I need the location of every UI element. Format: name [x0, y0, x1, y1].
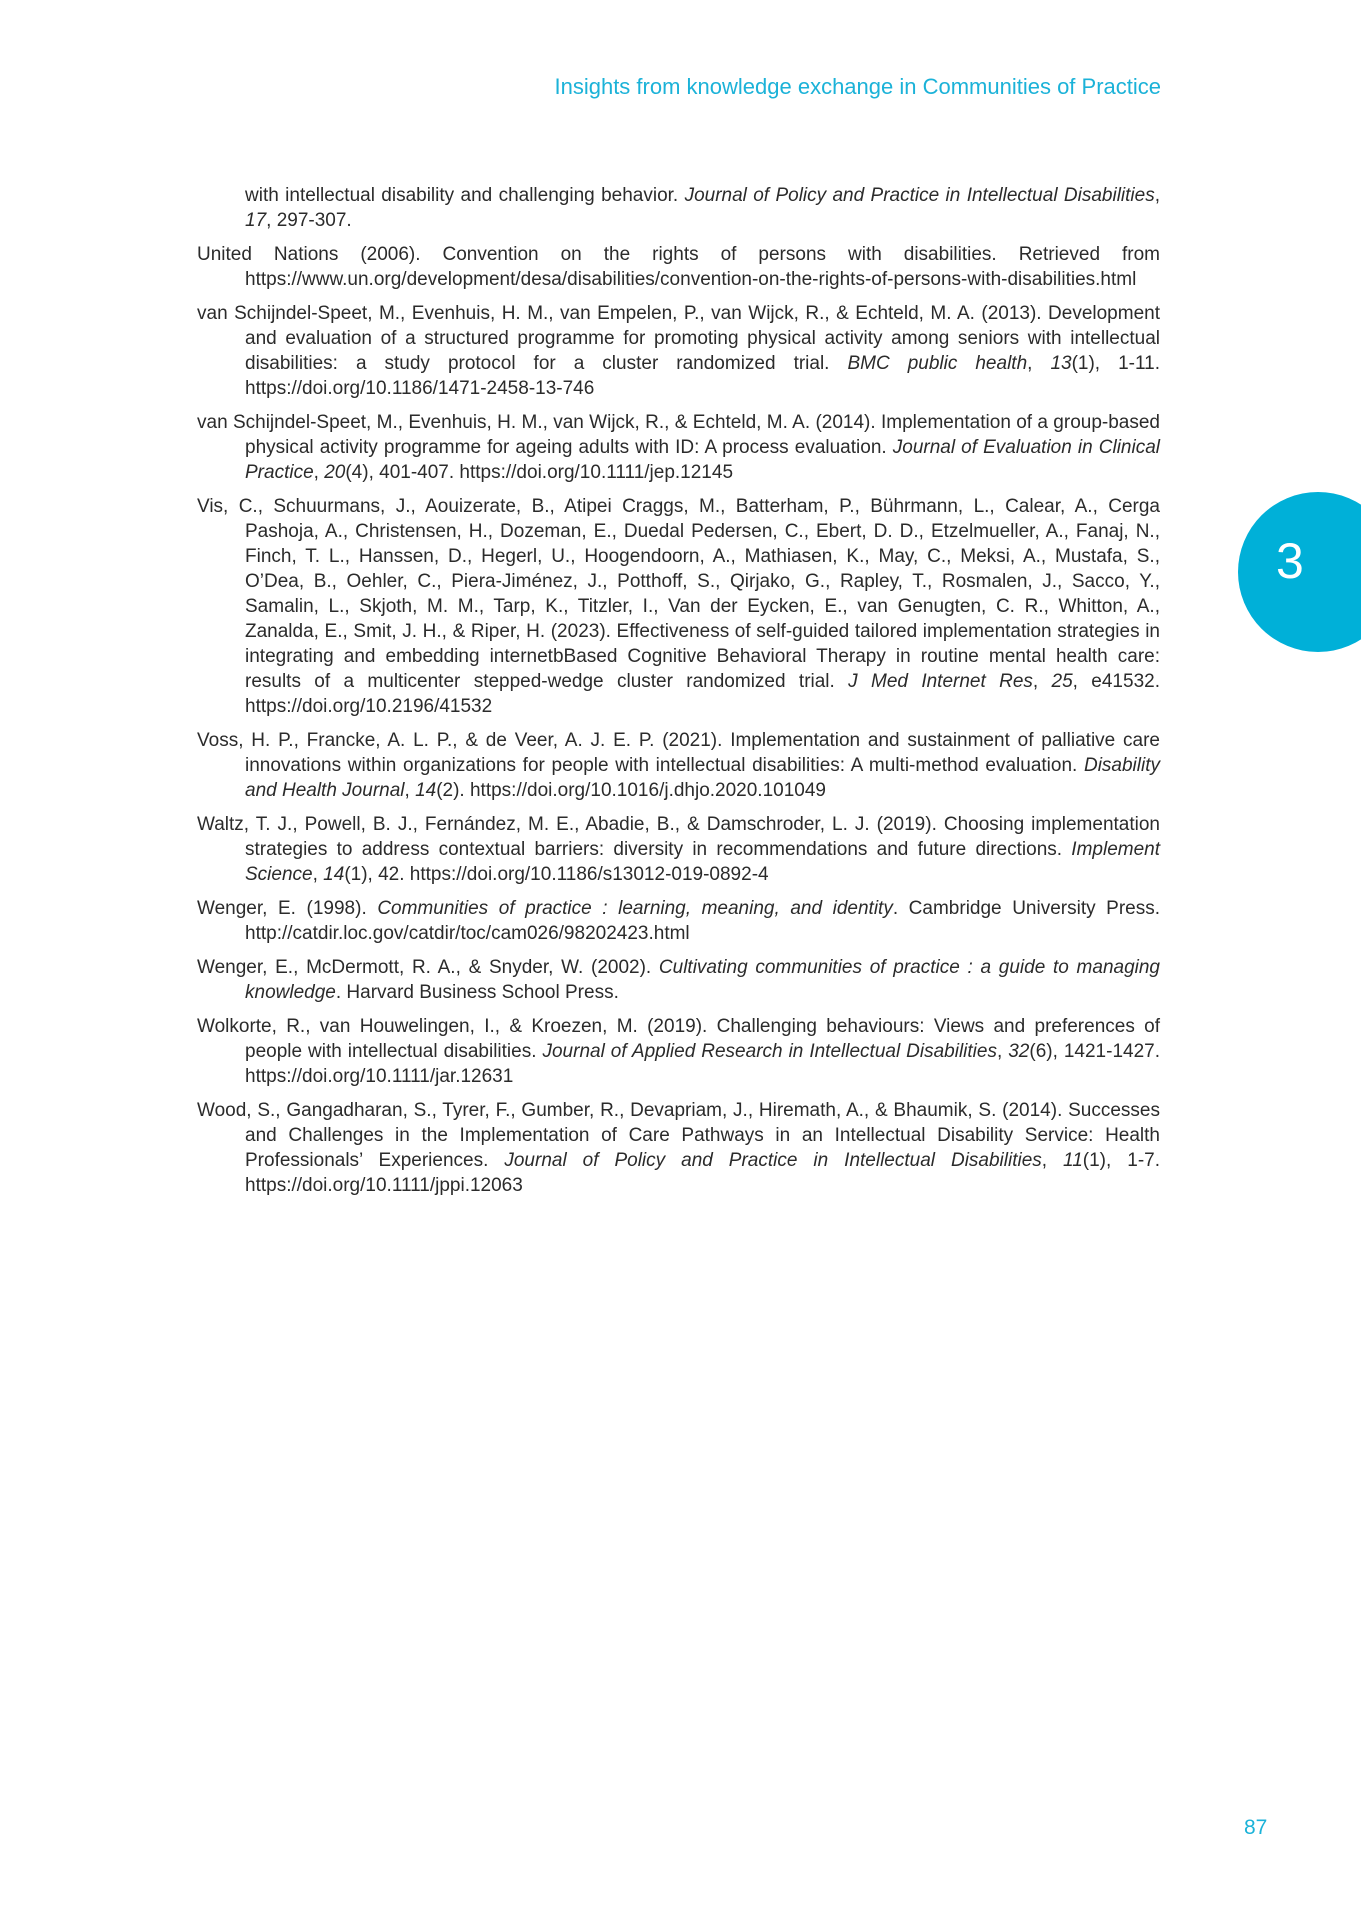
reference-italic-text: Journal of Evaluation in Clinical Practice [245, 437, 1160, 483]
reference-entry [197, 410, 1160, 485]
reference-italic-text: 25 [1051, 671, 1073, 692]
reference-italic-text: Journal of Policy and Practice in Intellectual Disabilities [504, 1150, 1042, 1171]
reference-entry [197, 728, 1160, 803]
reference-text: Waltz, T. J., Powell, B. J., Fernández, M. E., Abadie, B., & Damschroder, L. J. (2019). Choosing implementation strategies to address contextual barriers: diversity in recommendations and future directions. [197, 814, 1160, 860]
reference-italic-text: J Med Internet Res [848, 671, 1033, 692]
reference-italic-text: Implement Science [245, 839, 1160, 885]
reference-text: , [1032, 671, 1052, 692]
reference-text: , [1041, 1150, 1064, 1171]
reference-text: van Schijndel-Speet, M., Evenhuis, H. M., van Wijck, R., & Echteld, M. A. (2014). Implementation of a group-based physical activity programme for ageing adults with ID: A process evaluation. [197, 412, 1160, 458]
reference-entry [197, 896, 1160, 946]
reference-text: van Schijndel-Speet, M., Evenhuis, H. M., van Empelen, P., van Wijck, R., & Echteld, M. A. (2013). Development and evaluation of a structured programme for promoting physical activity among seniors with intellectual disabilities: a study protocol for a cluster randomized trial. [197, 303, 1160, 374]
reference-text: , [996, 1041, 1009, 1062]
reference-text: (4), 401-407. https://doi.org/10.1111/jep.12145 [345, 462, 734, 483]
running-header-title: Insights from knowledge exchange in Communities of Practice [554, 74, 1161, 99]
reference-text: , [1027, 353, 1051, 374]
reference-italic-text: Communities of practice : learning, meaning, and identity [377, 898, 893, 919]
page-number: 87 [1244, 1816, 1268, 1839]
reference-entry [197, 242, 1160, 292]
reference-italic-text: BMC public health [847, 353, 1028, 374]
reference-entry [197, 955, 1160, 1005]
reference-text: (1), 42. https://doi.org/10.1186/s13012-019-0892-4 [344, 864, 769, 885]
reference-list [197, 183, 1160, 1207]
reference-text: (1), 1-7. https://doi.org/10.1111/jppi.12063 [245, 1150, 1160, 1196]
reference-text: , [404, 780, 416, 801]
reference-text: Wood, S., Gangadharan, S., Tyrer, F., Gumber, R., Devapriam, J., Hiremath, A., & Bhaumik, S. (2014). Successes and Challenges in the Implementation of Care Pathways in an Intellectual Disability Service: Health Professionals’ Experiences. [197, 1100, 1160, 1171]
reference-text: with intellectual disability and challenging behavior. [245, 185, 685, 206]
reference-text: (2). https://doi.org/10.1016/j.dhjo.2020.101049 [436, 780, 826, 801]
reference-text: Wenger, E., McDermott, R. A., & Snyder, W. (2002). [197, 957, 659, 978]
reference-italic-text: 14 [415, 780, 437, 801]
reference-entry [197, 1014, 1160, 1089]
reference-entry [197, 1098, 1160, 1198]
reference-text: , [1154, 185, 1160, 206]
reference-italic-text: Journal of Policy and Practice in Intellectual Disabilities [684, 185, 1155, 206]
reference-italic-text: 20 [324, 462, 346, 483]
reference-entry [197, 301, 1160, 401]
reference-entry [197, 812, 1160, 887]
reference-italic-text: Disability and Health Journal [245, 755, 1160, 801]
reference-text: United Nations (2006). Convention on the rights of persons with disabilities. Retrieved from https://www.un.org/development/desa/disabilities/convention-on-the-rights-of-persons-with-disabilities.html [197, 244, 1160, 290]
reference-entry-continued [197, 183, 1160, 233]
reference-italic-text: 11 [1063, 1150, 1083, 1171]
reference-text: , [313, 462, 325, 483]
reference-text: . Harvard Business School Press. [335, 982, 619, 1003]
reference-text: Wenger, E. (1998). [197, 898, 378, 919]
reference-italic-text: Journal of Applied Research in Intellectual Disabilities [542, 1041, 997, 1062]
reference-text: Voss, H. P., Francke, A. L. P., & de Veer, A. J. E. P. (2021). Implementation and sustainment of palliative care innovations within organizations for people with intellectual disabilities: A multi-method evaluation. [197, 730, 1160, 776]
reference-text: , 297-307. [266, 210, 352, 231]
reference-text: . Cambridge University Press. http://catdir.loc.gov/catdir/toc/cam026/98202423.html [245, 898, 1161, 944]
chapter-tab [1238, 492, 1361, 652]
reference-text: , [312, 864, 324, 885]
reference-entry [197, 494, 1160, 719]
reference-text: Wolkorte, R., van Houwelingen, I., & Kroezen, M. (2019). Challenging behaviours: Views and preferences of people with intellectual disabilities. [197, 1016, 1160, 1062]
reference-italic-text: 32 [1008, 1041, 1030, 1062]
reference-text: (6), 1421-1427. https://doi.org/10.1111/jar.12631 [245, 1041, 1160, 1087]
reference-italic-text: 17 [245, 210, 267, 231]
reference-text: Vis, C., Schuurmans, J., Aouizerate, B., Atipei Craggs, M., Batterham, P., Bührmann, L., Calear, A., Cerga Pashoja, A., Christensen, H., Dozeman, E., Duedal Pedersen, C., Ebert, D. D., Etzelmueller, A., Fanaj, N., Finch, T. L., Hanssen, D., Hegerl, U., Hoogendoorn, A., Mathiasen, K., May, C., Meksi, A., Mustafa, S., O’Dea, B., Oehler, C., Piera-Jiménez, J., Potthoff, S., Qirjako, G., Rapley, T., Rosmalen, J., Sacco, Y., Samalin, L., Skjoth, M. M., Tarp, K., Titzler, I., Van der Eycken, E., van Genugten, C. R., Whitton, A., Zanalda, E., Smit, J. H., & Riper, H. (2023). Effectiveness of self-guided tailored implementation strategies in integrating and embedding internetbBased Cognitive Behavioral Therapy in routine mental health care: results of a multicenter stepped-wedge cluster randomized trial. [197, 496, 1160, 692]
reference-text: (1), 1-11. https://doi.org/10.1186/1471-2458-13-746 [245, 353, 1160, 399]
reference-text: , e41532. https://doi.org/10.2196/41532 [245, 671, 1160, 717]
reference-italic-text: Cultivating communities of practice : a guide to managing knowledge [245, 957, 1161, 1003]
chapter-number: 3 [1276, 533, 1304, 589]
reference-italic-text: 13 [1050, 353, 1072, 374]
reference-italic-text: 14 [323, 864, 345, 885]
